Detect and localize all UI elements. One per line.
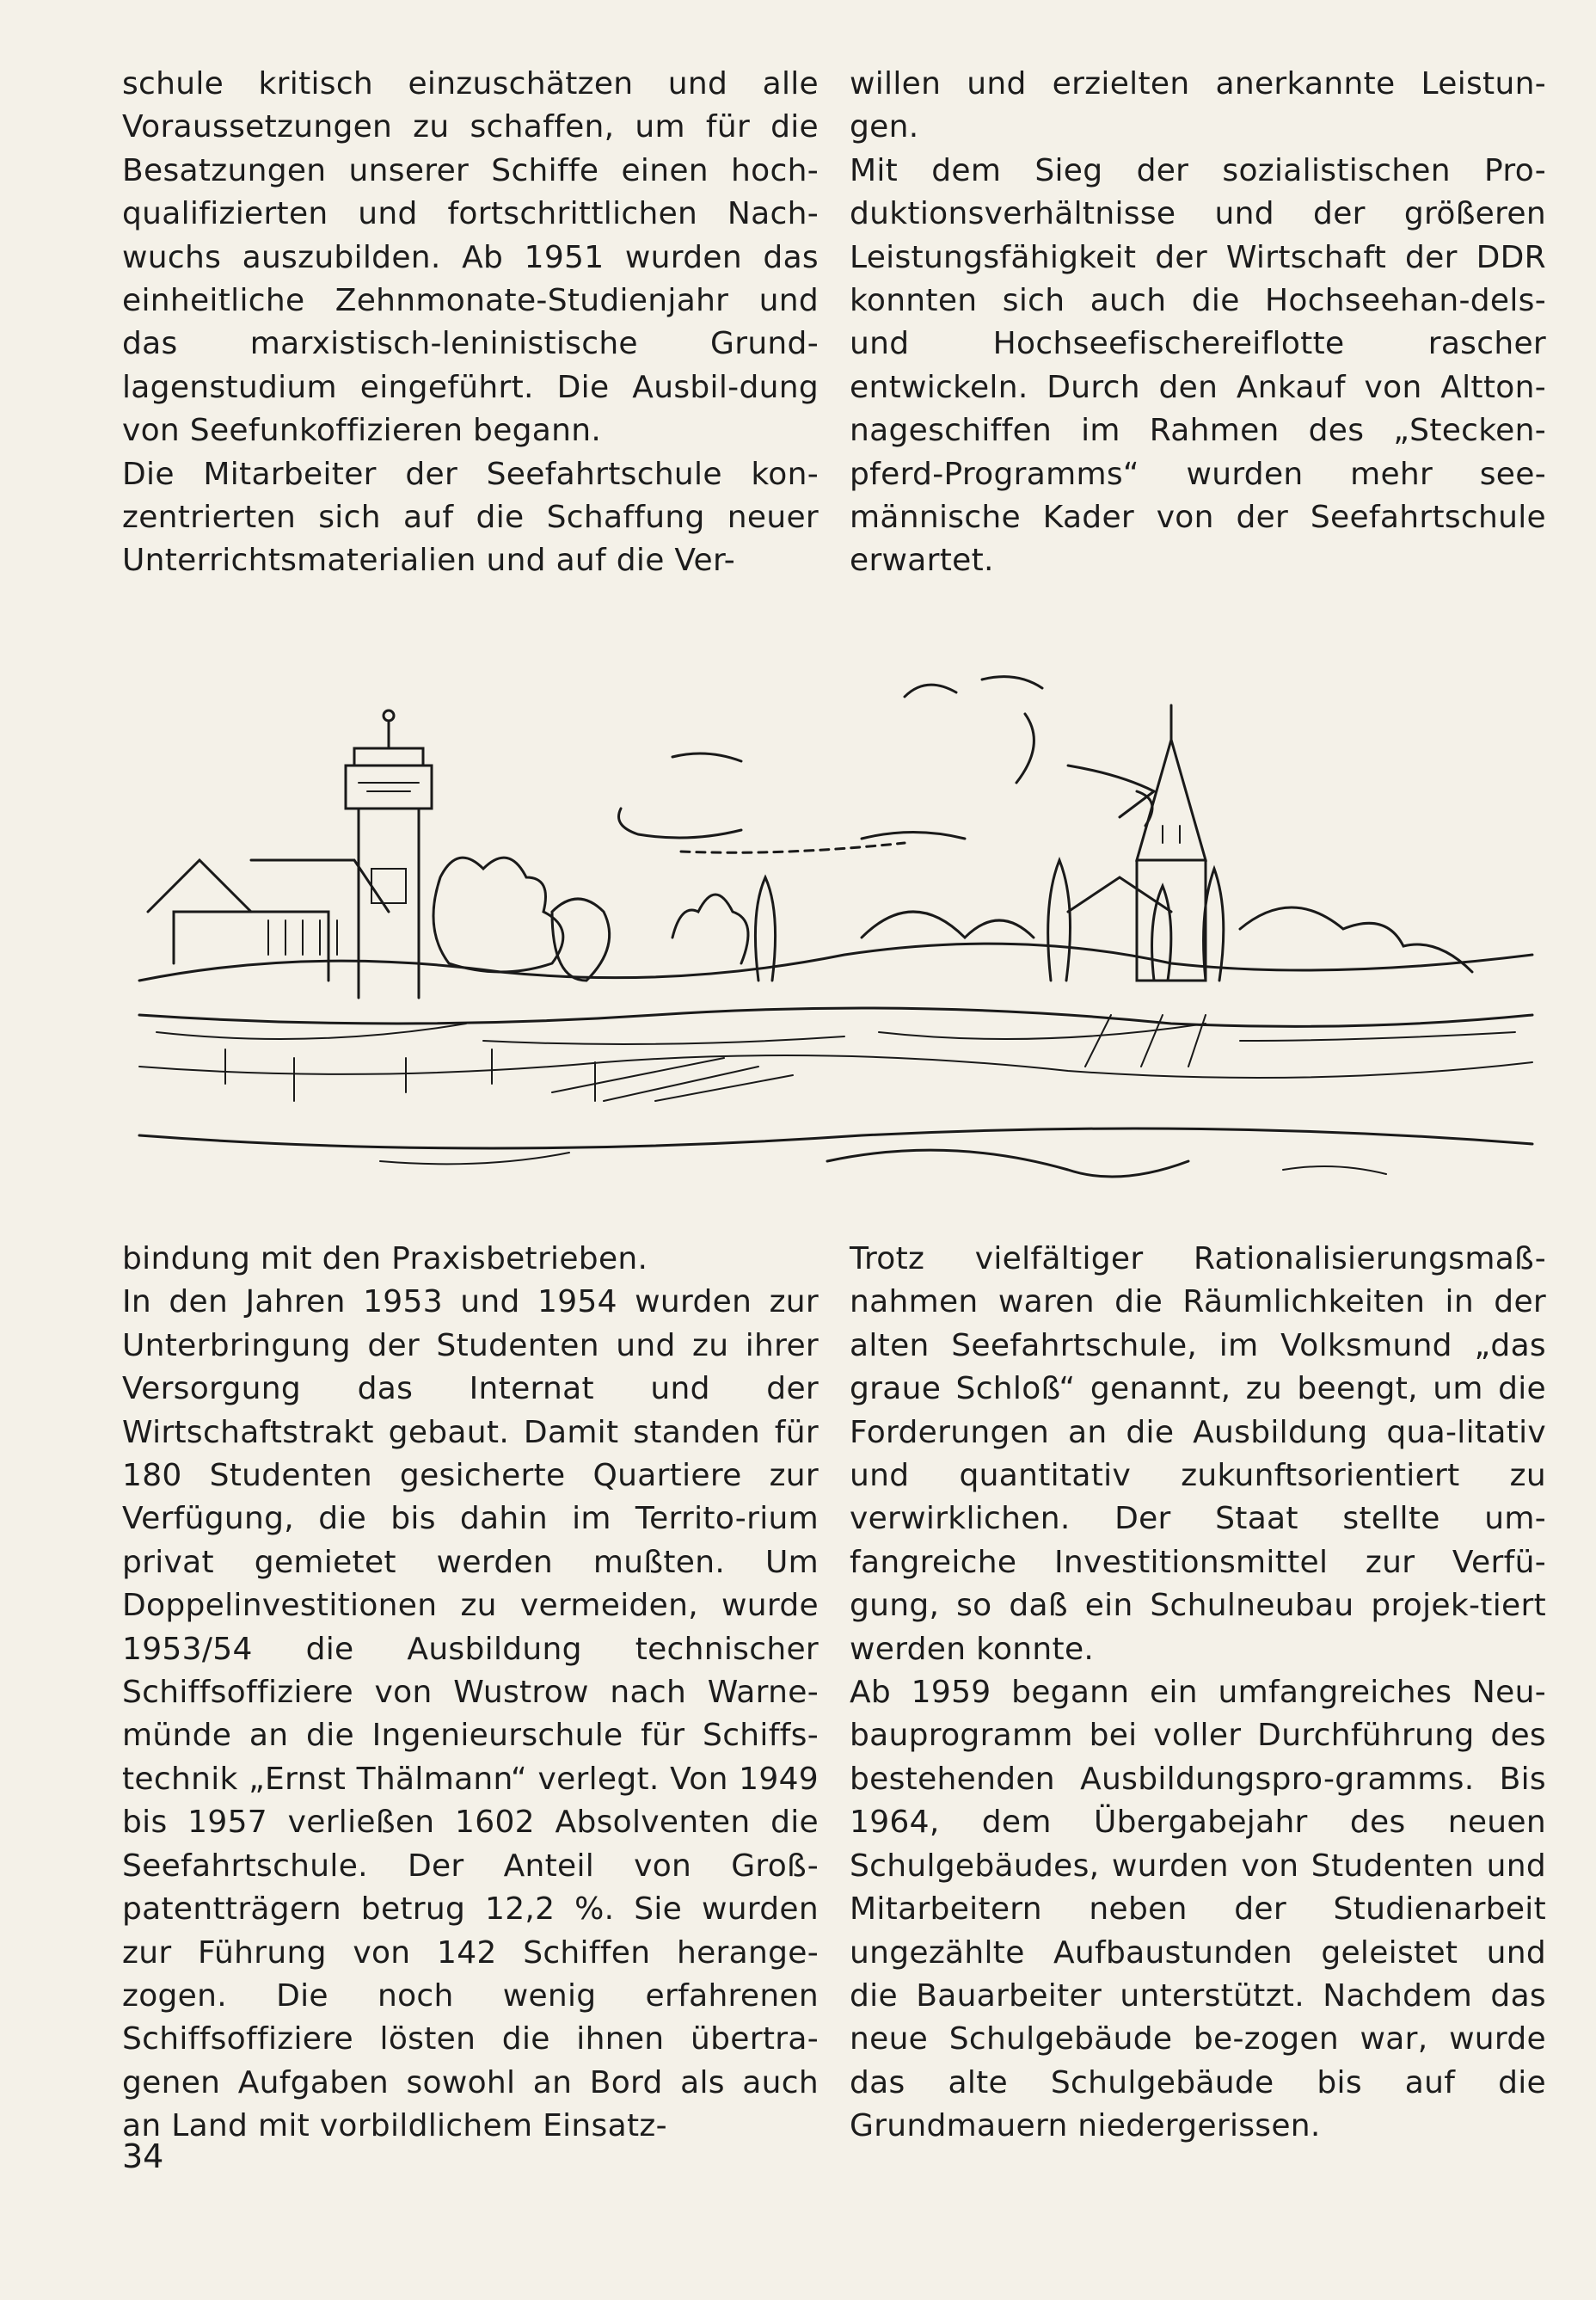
- fence-posts: [225, 1049, 595, 1101]
- ground-line: [139, 1128, 1532, 1148]
- paragraph: willen und erzielten anerkannte Leistun-gen.: [850, 66, 1546, 145]
- text-column-top-right: [850, 63, 1546, 583]
- sketch-drawing: [122, 654, 1546, 1204]
- field-stroke: [139, 1055, 1532, 1078]
- tower-light: [384, 710, 394, 721]
- paragraph: Ab 1959 begann ein umfangreiches Neu-bauprogramm bei voller Durchführung des bestehenden Ausbildungspro-gramms. Bis 1964, dem Übergabejahr des neuen Schulgebäudes, wurden von Studenten und Mitarbeitern neben der Studienarbeit ungezählte Aufbaustunden geleistet und die Bauarbeiter unterstützt. Nachdem das neue Schulgebäude be-zogen war, wurde das alte Schulgebäude bis auf die Grundmauern niedergerissen.: [850, 1675, 1546, 2144]
- sky-stroke: [1137, 791, 1152, 826]
- church-windows: [1163, 826, 1180, 843]
- village-outline: [139, 944, 1532, 981]
- house-roof: [148, 860, 251, 912]
- sky-stroke: [905, 685, 956, 697]
- sky-stroke: [681, 843, 905, 852]
- tree: [433, 858, 563, 972]
- tree: [552, 899, 610, 981]
- tree: [672, 895, 748, 963]
- poplar-tree: [1048, 860, 1071, 981]
- horizon-line: [139, 1008, 1532, 1026]
- house-roof: [251, 860, 389, 912]
- sky-stroke: [1068, 766, 1154, 817]
- landscape-sketch-illustration: [122, 654, 1546, 1204]
- text-column-bottom-left: [122, 1238, 819, 2149]
- tower-window: [371, 869, 406, 903]
- tree: [862, 912, 1034, 938]
- ground-stroke: [1283, 1166, 1386, 1174]
- sky-stroke: [982, 677, 1042, 688]
- text-column-bottom-right: [850, 1238, 1546, 2149]
- paragraph: bindung mit den Praxisbetrieben.: [122, 1241, 648, 1276]
- paragraph: Trotz vielfältiger Rationalisierungsmaß-nahmen waren die Räumlichkeiten in der alten Seefahrtschule, im Volksmund „das graue Schloß“ genannt, zu beengt, um die Forderungen an die Ausbildung qua-litativ und quantitativ zukunftsorientiert zu verwirklichen. Der Staat stellte um-fangreiche Investitionsmittel zur Verfü-gung, so daß ein Schulneubau projek-tiert werden konnte.: [850, 1241, 1546, 1667]
- paragraph: In den Jahren 1953 und 1954 wurden zur Unterbringung der Studenten und zu ihrer Versorgung das Internat und der Wirtschaftstrakt gebaut. Damit standen für 180 Studenten gesicherte Quartiere zur Verfügung, die bis dahin im Territo-rium privat gemietet werden mußten. Um Doppelinvestitionen zu vermeiden, wurde 1953/54 die Ausbildung technischer Schiffsoffiziere von Wustrow nach Warne-münde an die Ingenieurschule für Schiffs-technik „Ernst Thälmann“ verlegt. Von 1949 bis 1957 verließen 1602 Absolventen die Seefahrtschule. Der Anteil von Groß-patentträgern betrug 12,2 %. Sie wurden zur Führung von 142 Schiffen herange-zogen. Die noch wenig erfahrenen Schiffsoffiziere lösten die ihnen übertra-genen Aufgaben sowohl an Bord als auch an Land mit vorbildlichem Einsatz-: [122, 1284, 819, 2144]
- church-spire: [1137, 740, 1206, 860]
- tower-top: [346, 766, 432, 809]
- tree: [1240, 907, 1472, 972]
- paragraph: Mit dem Sieg der sozialistischen Pro-duktionsverhältnisse und der größeren Leistungsfähigkeit der Wirtschaft der DDR konnten sich auch die Hochseehan-dels- und Hochseefischereiflotte rascher entwickeln. Durch den Ankauf von Altton-nageschiffen im Rahmen des „Stecken-pferd-Programms“ wurden mehr see-männische Kader von der Seefahrtschule erwartet.: [850, 152, 1546, 579]
- poplar-tree: [755, 877, 775, 981]
- paragraph: Die Mitarbeiter der Seefahrtschule kon-zentrierten sich auf die Schaffung neuer Unterrichtsmaterialien und auf die Ver-: [122, 456, 819, 579]
- house-windows: [268, 920, 337, 955]
- sky-stroke: [1016, 714, 1034, 783]
- ground-stroke: [380, 1153, 569, 1164]
- tower-windows: [359, 783, 419, 791]
- sky-stroke: [862, 833, 965, 839]
- sky-stroke: [619, 809, 742, 838]
- text-column-top-left: [122, 63, 819, 583]
- sky-stroke: [672, 753, 741, 761]
- reed-stroke: [1085, 1015, 1206, 1067]
- page-number: 34: [122, 2137, 164, 2175]
- paragraph: schule kritisch einzuschätzen und alle Voraussetzungen zu schaffen, um für die Besatzungen unserer Schiffe einen hoch-qualifizierten und fortschrittlichen Nach-wuchs auszubilden. Ab 1951 wurden das einheitliche Zehnmonate-Studienjahr und das marxistisch-leninistische Grund-lagenstudium eingeführt. Die Ausbil-dung von Seefunkoffizieren begann.: [122, 66, 819, 449]
- ground-stroke: [827, 1150, 1188, 1177]
- tower-cap: [354, 748, 423, 766]
